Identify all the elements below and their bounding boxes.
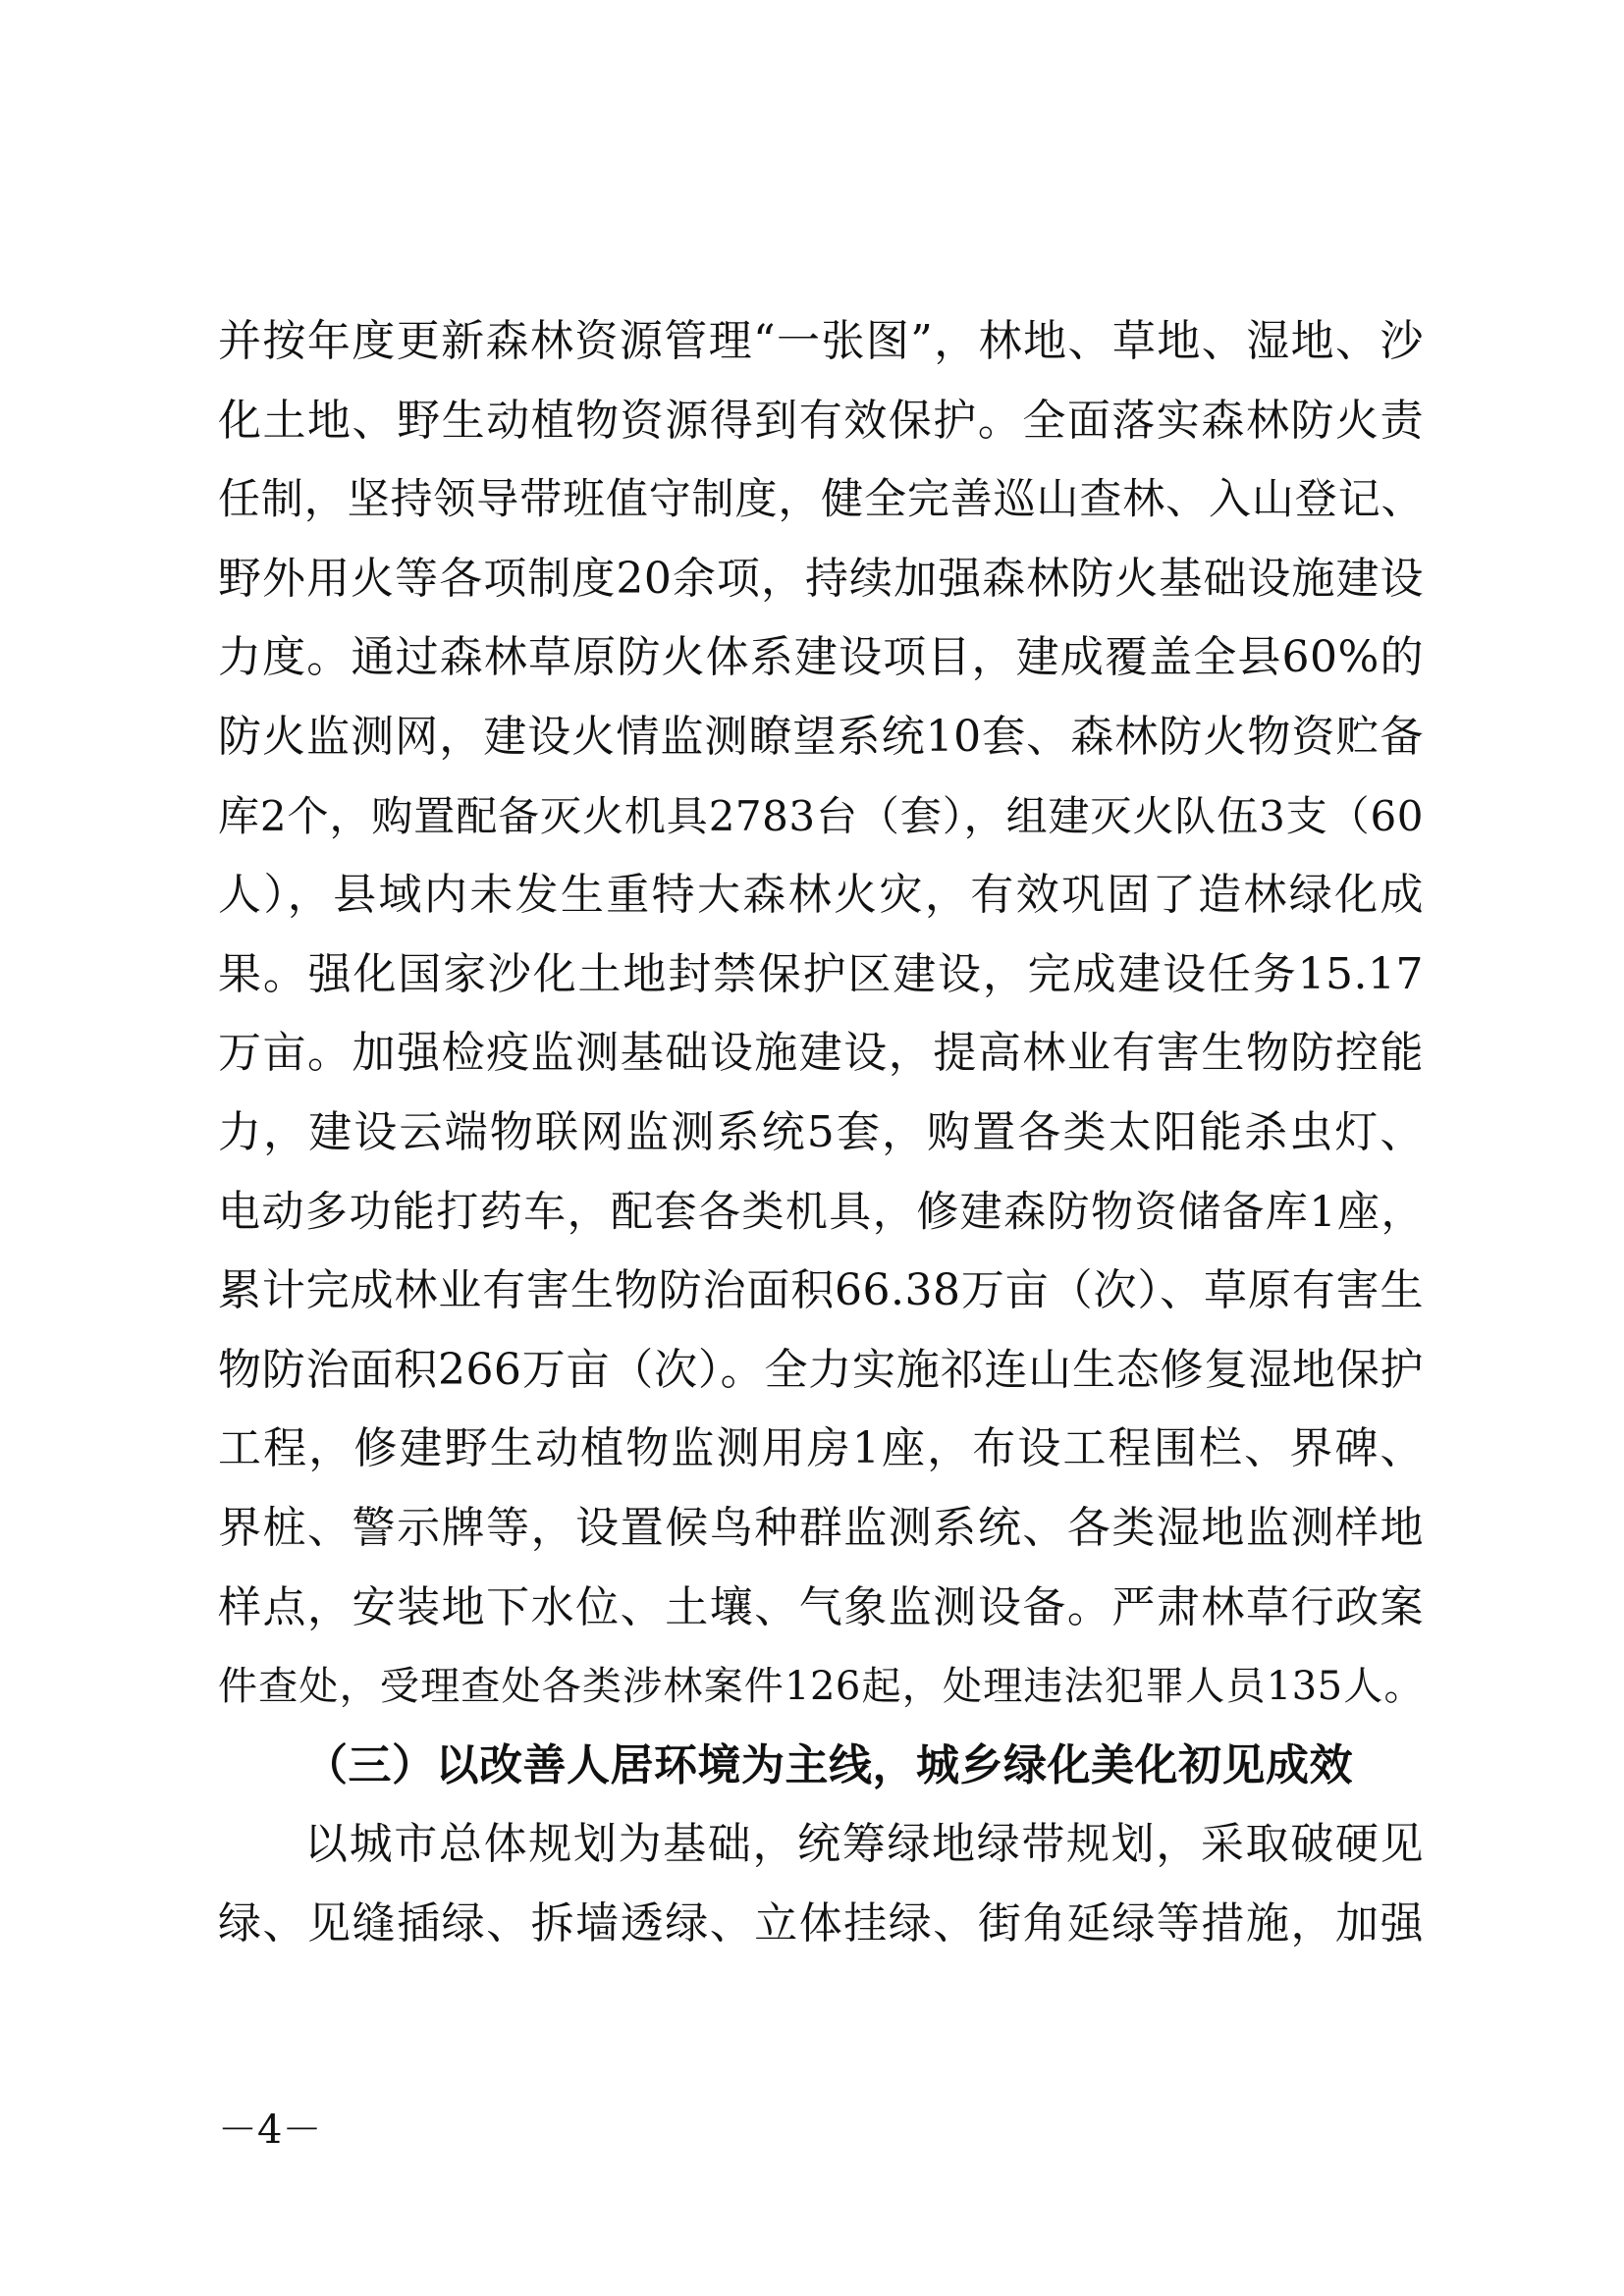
- text-line: 电动多功能打药车，配套各类机具，修建森防物资储备库1座，: [218, 1187, 1424, 1237]
- text-line: 果。强化国家沙化土地封禁保护区建设，完成建设任务15.17: [218, 948, 1424, 999]
- page-number: －4－: [218, 2108, 322, 2153]
- text-line: 力度。通过森林草原防火体系建设项目，建成覆盖全县60%的: [218, 632, 1424, 683]
- text-line: 化土地、野生动植物资源得到有效保护。全面落实森林防火责: [218, 395, 1424, 446]
- text-line: 样点，安装地下水位、土壤、气象监测设备。严肃林草行政案: [218, 1581, 1424, 1632]
- text-line: 库2个，购置配备灭火机具2783台（套），组建灭火队伍3支（60: [218, 791, 1424, 840]
- text-line: 并按年度更新森林资源管理“一张图”，林地、草地、湿地、沙: [218, 316, 1424, 366]
- text-line: 力，建设云端物联网监测系统5套，购置各类太阳能杀虫灯、: [218, 1106, 1424, 1157]
- text-line: 物防治面积266万亩（次）。全力实施祁连山生态修复湿地保护: [218, 1344, 1424, 1395]
- text-line: 任制，坚持领导带班值守制度，健全完善巡山查林、入山登记、: [218, 475, 1424, 525]
- text-line: 人），县域内未发生重特大森林火灾，有效巩固了造林绿化成: [218, 870, 1424, 921]
- text-line: 防火监测网，建设火情监测瞭望系统10套、森林防火物资贮备: [218, 711, 1424, 762]
- text-line: 件查处，受理查处各类涉林案件126起，处理违法犯罪人员135人。: [218, 1664, 1424, 1710]
- text-line: 野外用火等各项制度20余项，持续加强森林防火基础设施建设: [218, 553, 1424, 604]
- text-line: 界桩、警示牌等，设置候鸟种群监测系统、各类湿地监测样地: [218, 1502, 1424, 1553]
- body-text: [218, 302, 1424, 1963]
- text-line: 累计完成林业有害生物防治面积66.38万亩（次）、草原有害生: [218, 1265, 1424, 1316]
- text-line: 万亩。加强检疫监测基础设施建设，提高林业有害生物防控能: [218, 1028, 1424, 1079]
- text-line: 绿、见缝插绿、拆墙透绿、立体挂绿、街角延绿等措施，加强: [218, 1897, 1424, 1949]
- section-heading: （三）以改善人居环境为主线，城乡绿化美化初见成效: [304, 1739, 1353, 1790]
- text-line: 以城市总体规划为基础，统筹绿地绿带规划，采取破硬见: [304, 1819, 1424, 1870]
- text-line: 工程，修建野生动植物监测用房1座，布设工程围栏、界碑、: [218, 1423, 1424, 1474]
